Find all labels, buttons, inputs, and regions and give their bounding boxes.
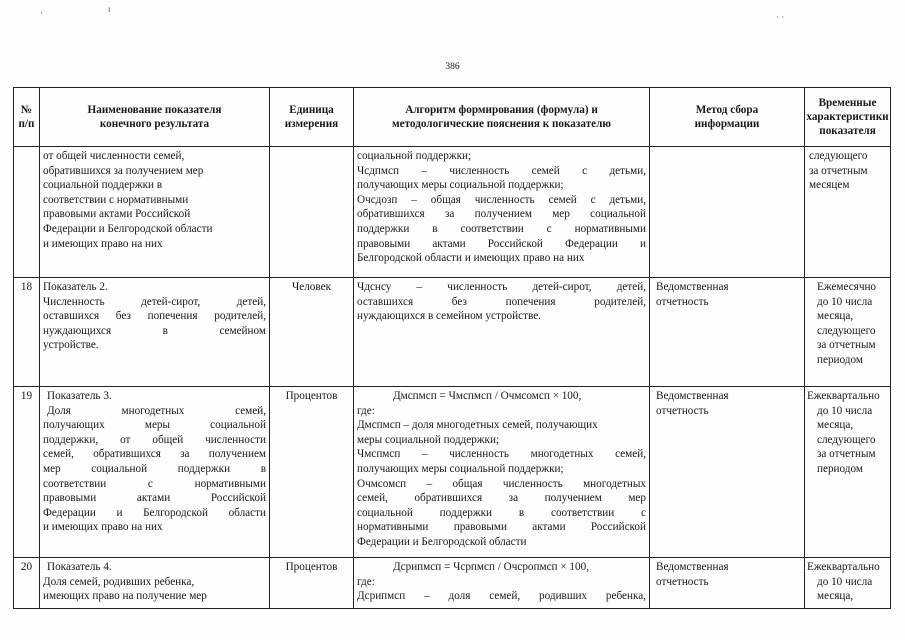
collection-method: Ведомственная отчетность — [650, 387, 805, 558]
row-number: 19 — [14, 387, 40, 558]
page-number: 386 — [445, 62, 460, 72]
header-time: Временные характеристики показателя — [805, 88, 891, 147]
row-number: 20 — [14, 558, 40, 609]
collection-method: Ведомственная отчетность — [650, 558, 805, 609]
table-header-row — [14, 88, 891, 147]
unit — [270, 147, 354, 278]
header-unit: Единица измерения — [270, 88, 354, 147]
algorithm: Дсрипмсп = Чсрпмсп / Очсропмсп × 100, где: Дсрипмсп – доля семей, родивших ребенка, — [354, 558, 650, 609]
row-number — [14, 147, 40, 278]
time-characteristics: Ежеквартально до 10 числа месяца, следующего за отчетным периодом — [805, 387, 891, 558]
unit: Процентов — [270, 387, 354, 558]
indicator-name: от общей численности семей, обратившихся за получением мер социальной поддержки в соответствии с нормативными правовыми актами Российской Федерации и Белгородской области и имеющих право на них — [40, 147, 270, 278]
algorithm: Дмспмсп = Чмспмсп / Очмсомсп × 100, где: Дмспмсп – доля многодетных семей, получающих меры социальной поддержки; Чмспмсп – численность многодетных семей, получающих меры социальной поддержки; Очмсомсп – общая численность многодетных семей, обратившихся за получением мер социальной поддержки в соответствии с нормативными правовыми актами Российской Федерации и Белгородской области — [354, 387, 650, 558]
formula: Дсрипмсп = Чсрпмсп / Очсропмсп × 100, — [393, 561, 590, 573]
unit: Процентов — [270, 558, 354, 609]
header-num: № п/п — [14, 88, 40, 147]
unit: Человек — [270, 278, 354, 387]
indicator-name: Показатель 3. Доля многодетных семей, получающих меры социальной поддержки, от общей численности семей, обратившихся за получением мер социальной поддержки в соответствии с нормативными правовыми актами Российской Федерации и Белгородской области и имеющих право на них — [40, 387, 270, 558]
header-method: Метод сбора информации — [650, 88, 805, 147]
scan-speck: · · — [776, 12, 785, 22]
formula: Дмспмсп = Чмспмсп / Очмсомсп × 100, — [393, 390, 582, 402]
collection-method: Ведомственная отчетность — [650, 278, 805, 387]
table-row — [14, 147, 891, 278]
scan-speck: ι — [108, 4, 111, 14]
row-number: 18 — [14, 278, 40, 387]
header-name: Наименование показателя конечного результата — [40, 88, 270, 147]
collection-method — [650, 147, 805, 278]
header-algorithm: Алгоритм формирования (формула) и методологические пояснения к показателю — [354, 88, 650, 147]
algorithm: Чдснсу – численность детей-сирот, детей, оставшихся без попечения родителей, нуждающихся в семейном устройстве. — [354, 278, 650, 387]
indicators-table — [13, 87, 891, 609]
time-characteristics: Ежеквартально до 10 числа месяца, — [805, 558, 891, 609]
algorithm: социальной поддержки; Чсдпмсп – численность семей с детьми, получающих меры социальной поддержки; Очсдозп – общая численность семей с детьми, обратившихся за получением мер социальной поддержки в соответствии с нормативными правовыми актами Российской Федерации и Белгородской области и имеющих право на них — [354, 147, 650, 278]
indicator-name: Показатель 2. Численность детей-сирот, детей, оставшихся без попечения родителей, нуждающихся в семейном устройстве. — [40, 278, 270, 387]
time-characteristics: Ежемесячно до 10 числа месяца, следующего за отчетным периодом — [805, 278, 891, 387]
table-row — [14, 387, 891, 558]
table-row — [14, 558, 891, 609]
table-row — [14, 278, 891, 387]
indicator-name: Показатель 4. Доля семей, родивших ребенка, имеющих право на получение мер — [40, 558, 270, 609]
scan-speck: · — [40, 8, 43, 18]
time-characteristics: следующего за отчетным месяцем — [805, 147, 891, 278]
